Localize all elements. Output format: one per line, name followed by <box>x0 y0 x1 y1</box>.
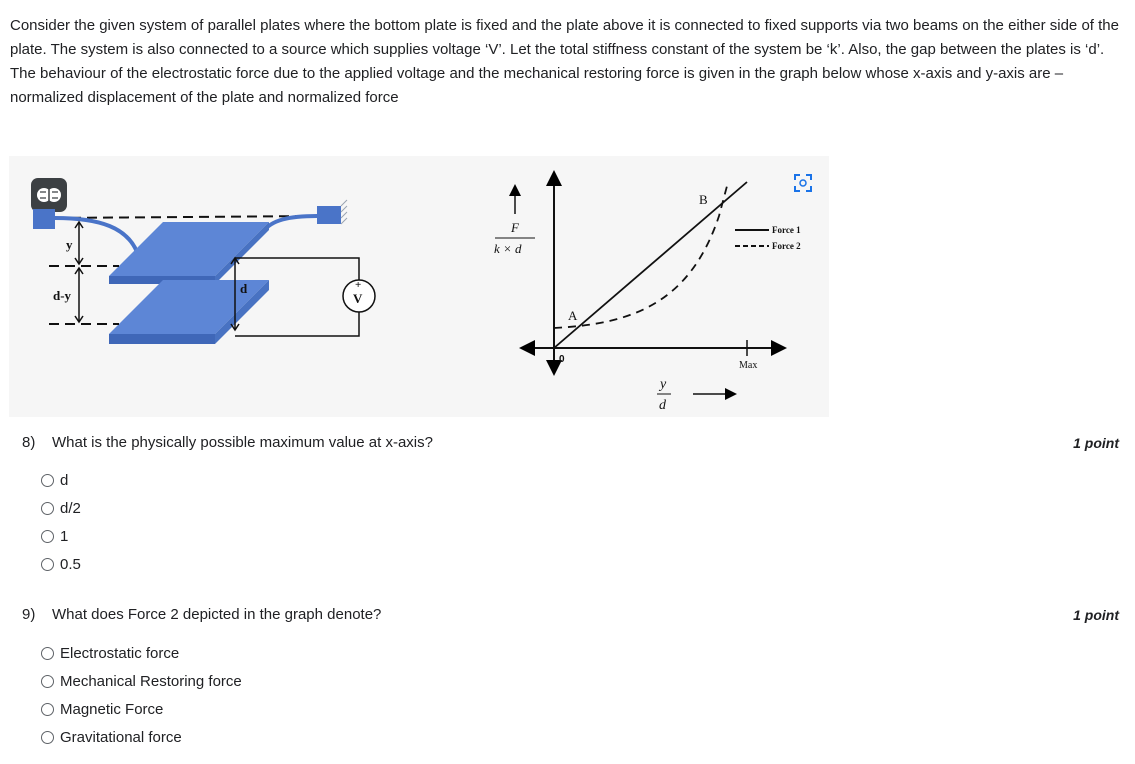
q8-option-0-5[interactable] <box>41 556 81 573</box>
q8-option-d-half[interactable] <box>41 500 81 517</box>
plate-diagram <box>33 200 375 344</box>
question-8-number: 8) <box>22 434 36 451</box>
radio-circle-icon[interactable] <box>41 675 54 688</box>
option-label: d/2 <box>60 500 81 517</box>
left-support <box>33 209 55 229</box>
radio-circle-icon[interactable] <box>41 731 54 744</box>
question-8-points: 1 point <box>1073 435 1119 451</box>
option-label: Magnetic Force <box>60 701 164 718</box>
q9-option-gravitational[interactable] <box>41 729 182 746</box>
option-label: Mechanical Restoring force <box>60 673 242 690</box>
question-8-text <box>22 434 433 451</box>
question-9-points: 1 point <box>1073 607 1119 623</box>
q9-option-mechanical[interactable] <box>41 673 242 690</box>
top-plate <box>109 222 269 284</box>
scan-icon[interactable] <box>795 175 811 191</box>
radio-circle-icon[interactable] <box>41 558 54 571</box>
point-a-label: A <box>568 308 578 323</box>
figure-panel <box>9 156 829 417</box>
x-axis-label-denominator: d <box>659 398 666 413</box>
figure-svg <box>9 156 829 417</box>
q8-option-1[interactable] <box>41 528 68 545</box>
force-1-curve <box>554 182 747 348</box>
radio-circle-icon[interactable] <box>41 474 54 487</box>
option-label: d <box>60 472 69 489</box>
option-label: 0.5 <box>60 556 81 573</box>
q8-option-d[interactable] <box>41 472 68 489</box>
radio-circle-icon[interactable] <box>41 502 54 515</box>
x-axis-label-numerator: y <box>660 377 667 392</box>
legend-force-1: Force 1 <box>772 225 801 235</box>
right-beam <box>263 216 317 232</box>
question-intro-text: Consider the given system of parallel plates where the bottom plate is fixed and the plate above it is connected to fixed supports via two beams on the either side of the plate. The system is also connected to a source which supplies voltage ‘V’. Let the total stiffness constant of the system be ‘k’. Also, the gap between the plates is ‘d’. The behaviour of the electrostatic force due to the applied voltage and the mechanical restoring force is given in the graph below whose x-axis and y-axis are – normalized displacement of the plate and normalized force <box>10 17 1119 106</box>
option-label: Gravitational force <box>60 729 182 746</box>
force-2-curve <box>554 186 727 328</box>
q9-option-magnetic[interactable] <box>41 701 163 718</box>
voltage-label: V <box>353 291 363 306</box>
force-displacement-graph <box>494 178 801 413</box>
brain-icon[interactable] <box>31 178 67 212</box>
question-9-text <box>22 606 381 623</box>
option-label: 1 <box>60 528 69 545</box>
label-d-minus-y: d-y <box>53 288 72 303</box>
radio-circle-icon[interactable] <box>41 647 54 660</box>
origin-label: 0 <box>559 354 565 365</box>
voltage-plus-sign: + <box>355 279 362 291</box>
point-b-label: B <box>699 192 708 207</box>
option-label: Electrostatic force <box>60 645 180 662</box>
y-axis-label-numerator: F <box>511 220 519 235</box>
right-support <box>317 206 341 224</box>
radio-circle-icon[interactable] <box>41 530 54 543</box>
label-y: y <box>66 237 73 252</box>
legend-force-2: Force 2 <box>772 241 801 251</box>
graph-legend <box>735 225 801 251</box>
q9-option-electrostatic[interactable] <box>41 645 179 662</box>
question-9-number: 9) <box>22 606 36 623</box>
question-8-prompt: What is the physically possible maximum value at x-axis? <box>52 434 433 451</box>
label-d: d <box>240 281 248 296</box>
max-label: Max <box>739 360 758 371</box>
y-axis-label-denominator: k × d <box>494 241 522 256</box>
radio-circle-icon[interactable] <box>41 703 54 716</box>
question-9-prompt: What does Force 2 depicted in the graph denote? <box>52 606 382 623</box>
